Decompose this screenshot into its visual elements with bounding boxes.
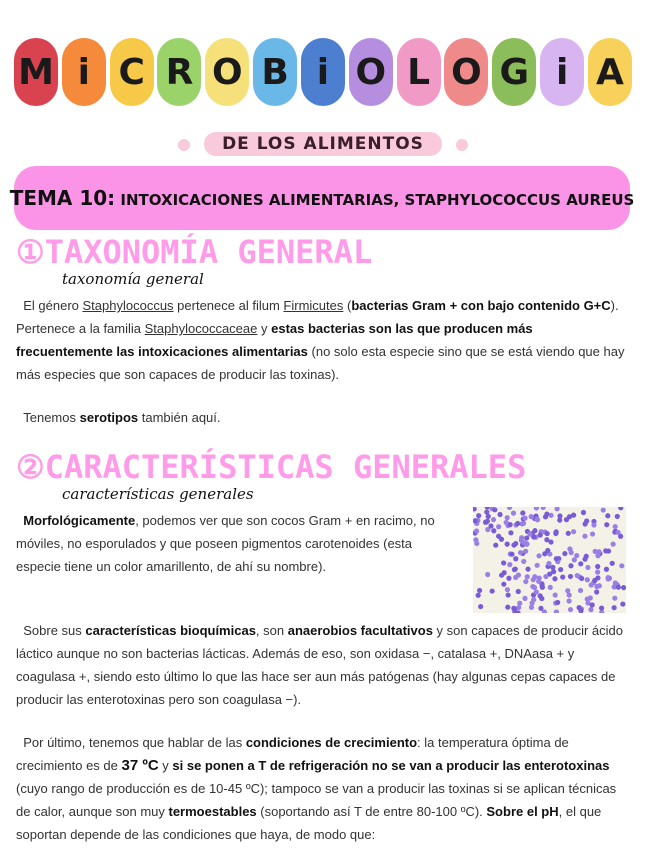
coccus-dot (473, 507, 477, 512)
coccus-dot (499, 573, 504, 578)
coccus-dot (606, 576, 611, 581)
paragraph-bioquimicas (16, 619, 630, 711)
coccus-dot (603, 548, 608, 553)
text-span: , son (255, 623, 288, 638)
section-heading-taxonomia (16, 234, 630, 288)
coccus-dot (523, 579, 528, 584)
coccus-dot (612, 596, 617, 601)
coccus-dot (476, 513, 481, 518)
title-letter: i (540, 38, 584, 106)
text-span: Firmicutes (283, 298, 344, 313)
coccus-dot (546, 561, 551, 566)
coccus-dot (553, 592, 558, 597)
subtitle-text: DE LOS ALIMENTOS (204, 132, 442, 156)
text-span: Sobre el pH (486, 804, 559, 819)
dot (178, 139, 190, 151)
coccus-dot (535, 563, 540, 568)
coccus-dot (613, 524, 618, 529)
coccus-dot (517, 601, 522, 606)
coccus-dot (612, 605, 617, 610)
coccus-dot (512, 567, 517, 572)
coccus-dot (545, 531, 550, 536)
heading-script: características generales (62, 485, 254, 503)
coccus-dot (513, 556, 518, 561)
text-span: bacterias Gram + con bajo contenido G+C (351, 298, 611, 313)
text-span: , podemos ver que son cocos Gram + en racimo, no móviles, no esporulados y que poseen pigmentos carotenoides (esta especie tiene un color amarillento, de ahí su nombre). (16, 513, 435, 574)
coccus-dot (525, 566, 530, 571)
text-span: Tenemos (23, 410, 80, 425)
coccus-dot (508, 530, 513, 535)
coccus-dot (519, 535, 524, 540)
coccus-dot (544, 537, 549, 542)
coccus-dot (515, 521, 520, 526)
dot (456, 139, 468, 151)
coccus-dot (601, 507, 606, 512)
coccus-dot (522, 516, 527, 521)
coccus-dot (560, 574, 565, 579)
coccus-dot (543, 574, 548, 579)
coccus-dot (584, 554, 589, 559)
coccus-dot (492, 507, 497, 512)
coccus-dot (497, 512, 502, 517)
coccus-dot (589, 582, 594, 587)
coccus-dot (522, 596, 527, 601)
title-microbiologia (14, 38, 632, 106)
coccus-dot (568, 574, 573, 579)
coccus-dot (527, 532, 532, 537)
coccus-dot (513, 541, 518, 546)
section-heading-caracteristicas (16, 449, 630, 503)
coccus-dot (554, 507, 559, 511)
text-span: y (257, 321, 272, 336)
coccus-dot (594, 589, 599, 594)
title-letter: R (157, 38, 201, 106)
micrograph-staphylococcus-image (473, 507, 626, 613)
title-letter: O (444, 38, 488, 106)
coccus-dot (585, 565, 590, 570)
title-letter: M (14, 38, 58, 106)
text-span: y (158, 758, 173, 773)
coccus-dot (591, 522, 596, 527)
coccus-dot (505, 587, 510, 592)
coccus-dot (595, 564, 600, 569)
text-span: Morfológicamente (23, 513, 136, 528)
coccus-dot (538, 532, 543, 537)
paragraph-taxonomy (16, 294, 630, 386)
coccus-dot (485, 507, 490, 510)
coccus-dot (488, 523, 493, 528)
coccus-dot (506, 592, 511, 597)
topic-title: INTOXICACIONES ALIMENTARIAS, STAPHYLOCOCCUS AUREUS (120, 191, 635, 209)
coccus-dot (619, 563, 624, 568)
paragraph-serotipos (16, 406, 630, 429)
text-span: Staphylococcus (82, 298, 174, 313)
text-span: Sobre sus (23, 623, 86, 638)
title-letter: i (62, 38, 106, 106)
topic-banner (9, 172, 635, 224)
coccus-dot (604, 522, 609, 527)
coccus-dot (566, 598, 571, 603)
coccus-dot (567, 592, 572, 597)
coccus-dot (615, 514, 620, 519)
coccus-dot (521, 559, 526, 564)
coccus-dot (610, 561, 615, 566)
coccus-dot (474, 528, 479, 533)
coccus-dot (592, 578, 597, 583)
text-span: (no solo esta especie sino que se está viendo que hay más especies que son capaces de producir las toxinas). (16, 344, 625, 382)
text-span: 37 ºC (121, 757, 159, 774)
coccus-dot (554, 556, 559, 561)
coccus-dot (618, 507, 623, 510)
coccus-dot (550, 565, 555, 570)
coccus-dot (536, 579, 541, 584)
coccus-dot (541, 507, 546, 510)
coccus-dot (520, 510, 525, 515)
coccus-dot (532, 574, 537, 579)
coccus-dot (585, 577, 590, 582)
title-letter: O (205, 38, 249, 106)
text-span: si se ponen a T de refrigeración no se van a producir las enterotoxinas (172, 758, 610, 773)
coccus-dot (599, 606, 604, 611)
coccus-dot (579, 576, 584, 581)
coccus-dot (511, 511, 516, 516)
coccus-dot (507, 507, 512, 510)
text-span: también aquí. (138, 410, 221, 425)
coccus-dot (516, 589, 521, 594)
coccus-dot (536, 553, 541, 558)
coccus-dot (616, 530, 621, 535)
coccus-dot (474, 541, 479, 546)
coccus-dot (496, 524, 501, 529)
coccus-dot (535, 517, 540, 522)
text-span: serotipos (79, 410, 139, 425)
title-letter: A (588, 38, 632, 106)
coccus-dot (516, 572, 521, 577)
coccus-dot (507, 562, 512, 567)
text-span: , el que soportan depende de las condiciones que haya, de modo que: (16, 804, 602, 842)
coccus-dot (534, 507, 539, 510)
cocci-pattern (473, 507, 626, 613)
coccus-dot (566, 531, 571, 536)
subtitle (0, 132, 646, 156)
coccus-dot (523, 549, 528, 554)
coccus-dot (604, 567, 609, 572)
coccus-dot (596, 549, 601, 554)
heading-text: ②CARACTERÍSTICAS GENERALES (16, 448, 527, 486)
text-span: termoestables (168, 804, 257, 819)
coccus-dot (620, 601, 625, 606)
coccus-dot (545, 548, 550, 553)
coccus-dot (571, 529, 576, 534)
text-span: (cuyo rango de producción es de 10-45 ºC); tampoco se van a producir las toxinas si se aplican técnicas de calor, aunque son muy (16, 781, 617, 819)
coccus-dot (582, 534, 587, 539)
coccus-dot (496, 534, 501, 539)
text-span: anaerobios facultativos (287, 623, 433, 638)
coccus-dot (578, 561, 583, 566)
coccus-dot (520, 521, 525, 526)
coccus-dot (505, 605, 510, 610)
coccus-dot (531, 597, 536, 602)
coccus-dot (590, 531, 595, 536)
coccus-dot (485, 519, 490, 524)
coccus-dot (501, 560, 506, 565)
text-span: estas bacterias son las que producen más frecuentemente las intoxicaciones alimentarias (16, 321, 533, 359)
coccus-dot (505, 515, 510, 520)
coccus-dot (539, 596, 544, 601)
text-span: Staphylococcaceae (144, 321, 258, 336)
coccus-dot (501, 582, 506, 587)
coccus-dot (490, 588, 495, 593)
coccus-dot (529, 514, 534, 519)
coccus-dot (478, 604, 483, 609)
coccus-dot (590, 602, 595, 607)
coccus-dot (552, 576, 557, 581)
text-span: : la temperatura óptima de crecimiento es de (16, 735, 569, 773)
coccus-dot (568, 607, 573, 612)
coccus-dot (486, 514, 491, 519)
coccus-dot (553, 531, 558, 536)
coccus-dot (588, 607, 593, 612)
coccus-dot (605, 513, 610, 518)
coccus-dot (569, 550, 574, 555)
coccus-dot (554, 609, 559, 613)
text-span: condiciones de crecimiento (245, 735, 418, 750)
coccus-dot (524, 541, 529, 546)
coccus-dot (568, 563, 573, 568)
text-span: características bioquímicas (85, 623, 256, 638)
coccus-dot (564, 517, 569, 522)
paragraph-crecimiento (16, 731, 630, 846)
coccus-dot (477, 588, 482, 593)
text-span: El género (23, 298, 83, 313)
coccus-dot (505, 542, 510, 547)
title-letter: C (110, 38, 154, 106)
coccus-dot (506, 576, 511, 581)
topic-line (10, 186, 635, 210)
title-letter: G (492, 38, 536, 106)
coccus-dot (595, 570, 600, 575)
text-span: (soportando así T de entre 80-100 ºC). (256, 804, 487, 819)
coccus-dot (485, 572, 490, 577)
topic-number: TEMA 10: (9, 186, 116, 210)
text-span: y son capaces de producir ácido láctico aunque no son bacterias lácticas. Además de eso, son oxidasa −, catalasa +, DNAasa + y coagulasa +, siendo esto último lo que las hace ser aun más patógenas (hay algunas cepas capaces de producir las enterotoxinas pero son coagulasa −). (16, 623, 623, 707)
content (16, 234, 630, 846)
coccus-dot (509, 552, 514, 557)
coccus-dot (491, 517, 496, 522)
coccus-dot (574, 553, 579, 558)
coccus-dot (557, 518, 562, 523)
coccus-dot (548, 585, 553, 590)
text-span: ( (343, 298, 352, 313)
coccus-dot (562, 551, 567, 556)
heading-text: ①TAXONOMÍA GENERAL (16, 233, 373, 271)
title-letter: O (349, 38, 393, 106)
title-letter: i (301, 38, 345, 106)
coccus-dot (504, 520, 509, 525)
coccus-dot (525, 574, 530, 579)
title-letter: L (397, 38, 441, 106)
coccus-dot (518, 550, 523, 555)
heading-script: taxonomía general (62, 270, 204, 288)
coccus-dot (583, 521, 588, 526)
coccus-dot (616, 585, 621, 590)
coccus-dot (534, 589, 539, 594)
coccus-dot (491, 528, 496, 533)
coccus-dot (530, 584, 535, 589)
coccus-dot (581, 510, 586, 515)
coccus-dot (555, 600, 560, 605)
coccus-dot (558, 567, 563, 572)
coccus-dot (611, 541, 616, 546)
coccus-dot (621, 585, 626, 590)
text-span: ). Pertenece a la familia (16, 298, 619, 336)
text-span: Por último, tenemos que hablar de las (23, 735, 246, 750)
coccus-dot (578, 588, 583, 593)
coccus-dot (544, 511, 549, 516)
coccus-dot (476, 593, 481, 598)
text-span: pertenece al filum (173, 298, 284, 313)
coccus-dot (493, 543, 498, 548)
title-letter: B (253, 38, 297, 106)
